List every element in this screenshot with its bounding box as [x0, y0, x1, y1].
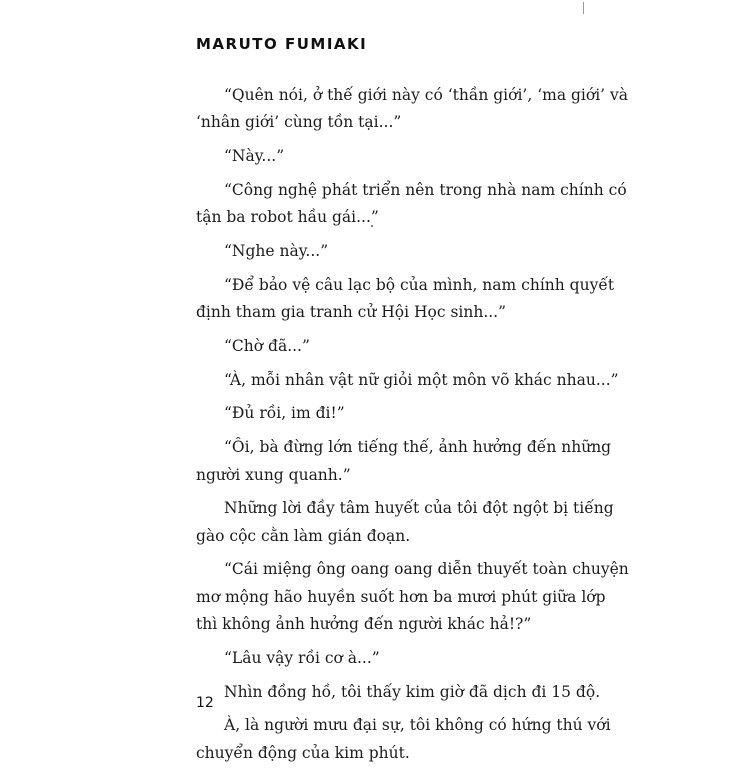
- text-line: “Này...”: [224, 147, 285, 166]
- text-line: “Đủ rồi, im đi!”: [224, 404, 345, 423]
- text-line: Nhìn đồng hồ, tôi thấy kim giờ đã dịch đi 15 độ.: [224, 682, 601, 701]
- text-line: “Quên nói, ở thế giới này có ‘thần giới’, ‘ma giới’ và: [224, 86, 629, 104]
- body-text: [196, 82, 629, 774]
- running-head: MARUTO FUMIAKI: [196, 35, 368, 53]
- paragraph: [196, 645, 584, 672]
- paragraph: [196, 556, 629, 638]
- paragraph: [196, 238, 584, 265]
- paragraph: [196, 495, 614, 550]
- paragraph: [196, 143, 584, 170]
- paragraph: [196, 434, 612, 489]
- text-line: “À, mỗi nhân vật nữ giỏi một môn võ khác nhau...”: [224, 370, 619, 389]
- paragraph: [196, 367, 619, 394]
- paragraph: [196, 712, 611, 767]
- text-line: Những lời đầy tâm huyết của tôi đột ngột bị tiếng: [224, 499, 614, 518]
- paragraph: [196, 400, 584, 427]
- text-line: người xung quanh.”: [196, 465, 351, 484]
- text-line: À, là người mưu đại sự, tôi không có hứng thú với: [224, 716, 611, 735]
- text-line: định tham gia tranh cử Hội Học sinh...”: [196, 303, 507, 322]
- text-line: “Lâu vậy rồi cơ à...”: [224, 648, 380, 667]
- text-line: “Nghe này...”: [224, 241, 329, 260]
- paragraph: [196, 333, 584, 360]
- text-line: “Chờ đã...”: [224, 336, 310, 355]
- page-number: 12: [196, 695, 214, 711]
- text-line: “Ôi, bà đừng lớn tiếng thế, ảnh hưởng đến những: [224, 438, 612, 457]
- text-line: gào cộc cằn làm gián đoạn.: [196, 526, 411, 545]
- text-line: “Công nghệ phát triển nên trong nhà nam chính có: [224, 180, 627, 199]
- paragraph: [196, 679, 601, 706]
- paragraph: [196, 272, 615, 327]
- text-line: tận ba robot hầu gái...”: [196, 208, 379, 227]
- text-line: “Để bảo vệ câu lạc bộ của mình, nam chính quyết: [224, 275, 615, 294]
- text-line: “Cái miệng ông oang oang diễn thuyết toàn chuyện: [224, 560, 629, 579]
- text-line: ‘nhân giới’ cùng tồn tại...”: [196, 113, 402, 132]
- text-line: mơ mộng hão huyền suốt hơn ba mươi phút giữa lớp: [196, 587, 606, 606]
- paragraph: [196, 82, 629, 137]
- text-line: chuyển động của kim phút.: [196, 743, 410, 762]
- paragraph: [196, 177, 627, 232]
- corner-mark: [583, 2, 584, 14]
- text-line: thì không ảnh hưởng đến người khác hả!?”: [196, 615, 532, 634]
